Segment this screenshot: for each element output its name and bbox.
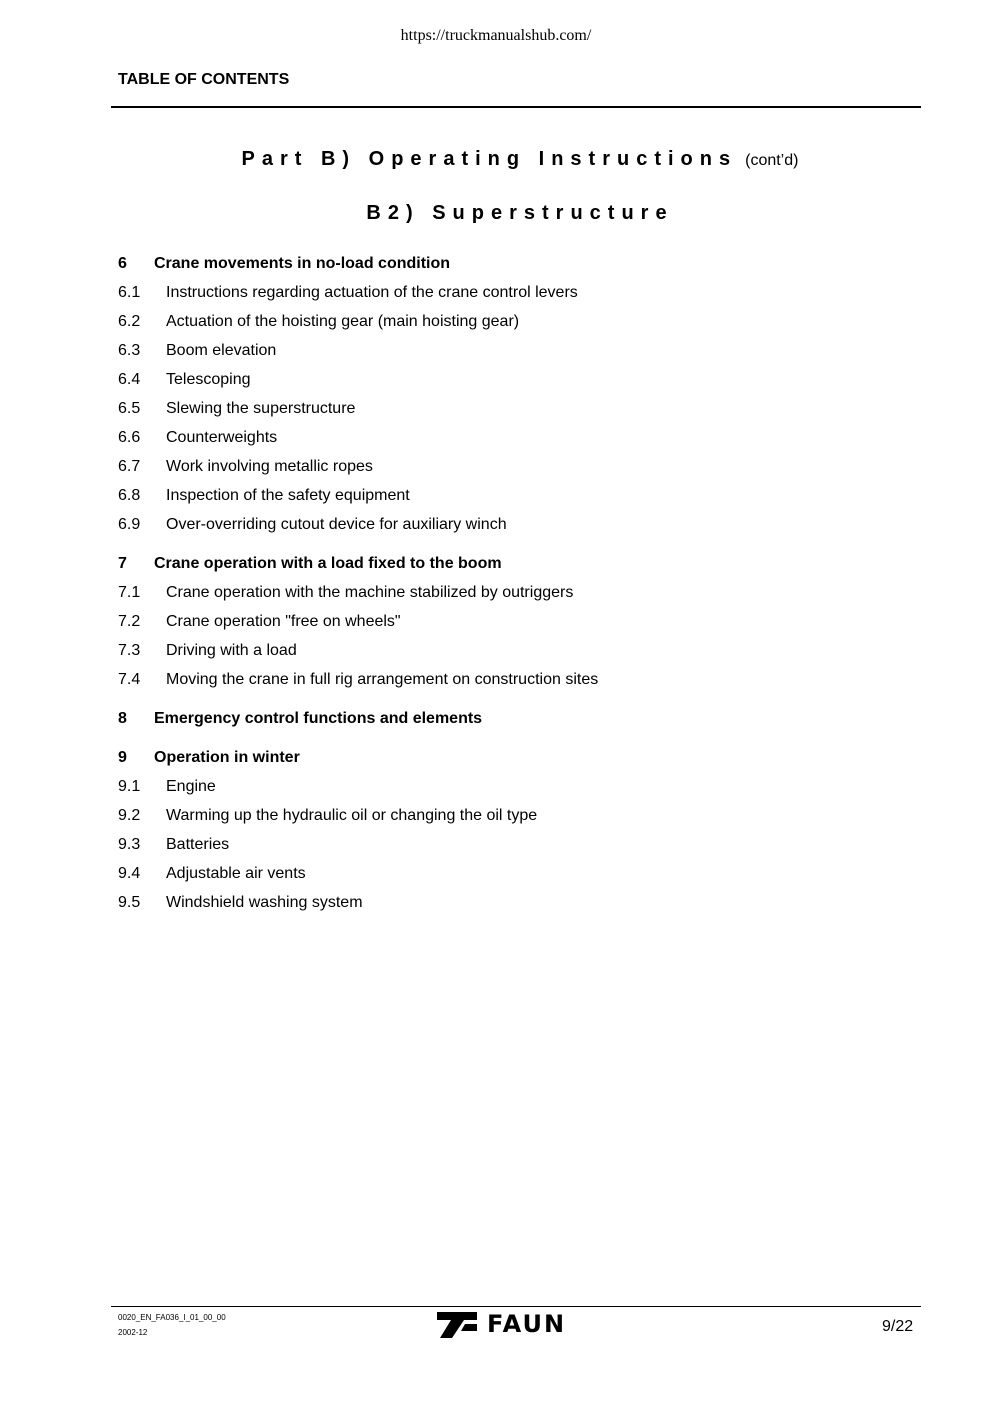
subtitle: B2) Superstructure [366,202,674,224]
toc-entry-title: Work involving metallic ropes [166,458,373,475]
toc-entry [118,583,918,612]
toc-chapter-number: 7 [118,555,127,572]
toc-entry-title: Moving the crane in full rig arrangement on construction sites [166,671,599,688]
toc-entry [118,777,918,806]
toc-chapter-number: 9 [118,749,127,766]
toc-entry-title: Batteries [166,836,230,853]
toc-chapter-number: 6 [118,255,127,272]
toc-chapter-heading [118,748,918,777]
toc-chapter-heading [118,254,918,283]
toc-entry-title: Inspection of the safety equipment [166,487,410,504]
part-title [0,148,992,171]
toc-entry-title: Crane operation with the machine stabilized by outriggers [166,584,574,601]
toc-entry-number: 7.3 [118,642,141,659]
toc-chapter-heading [118,709,918,738]
toc-entry-number: 9.2 [118,807,141,824]
toc-entry-title: Adjustable air vents [166,865,306,882]
toc-entry-number: 9.4 [118,865,141,882]
toc-entry-number: 6.8 [118,487,141,504]
toc-entry-number: 6.9 [118,516,141,533]
faun-logo [437,1312,602,1338]
toc-chapter-heading [118,554,918,583]
table-of-contents [118,254,918,932]
toc-entry [118,341,918,370]
toc-entry-number: 7.2 [118,613,141,630]
toc-entry-title: Telescoping [166,371,251,388]
toc-chapter [118,254,918,544]
toc-entry-number: 6.2 [118,313,141,330]
toc-entry [118,670,918,699]
toc-chapter-number: 8 [118,710,127,727]
toc-entry-number: 6.3 [118,342,141,359]
toc-entry-number: 6.1 [118,284,141,301]
toc-entry-number: 7.1 [118,584,141,601]
toc-entry [118,641,918,670]
toc-entry-number: 6.6 [118,429,141,446]
faun-logo-mark-icon [437,1312,483,1338]
page-number: 9/22 [882,1318,914,1335]
toc-entry-title: Boom elevation [166,342,277,359]
toc-entry [118,457,918,486]
toc-entry-number: 9.3 [118,836,141,853]
toc-entry [118,893,918,922]
document-date: 2002-12 [118,1328,148,1337]
toc-entry [118,312,918,341]
faun-logo-text: FAUN [487,1310,567,1338]
toc-chapter [118,748,918,922]
toc-entry [118,864,918,893]
toc-entry-number: 9.5 [118,894,141,911]
toc-entry-title: Windshield washing system [166,894,363,911]
toc-entry-title: Slewing the superstructure [166,400,356,417]
toc-entry-title: Engine [166,778,216,795]
toc-entry [118,370,918,399]
section-header: TABLE OF CONTENTS [118,71,290,88]
toc-entry-number: 6.4 [118,371,141,388]
toc-entry [118,283,918,312]
toc-entry [118,835,918,864]
toc-entry-title: Warming up the hydraulic oil or changing the oil type [166,807,538,824]
toc-entry-number: 6.7 [118,458,141,475]
toc-entry [118,515,918,544]
header-divider [111,106,921,108]
toc-entry [118,428,918,457]
toc-chapter-title: Emergency control functions and elements [154,710,483,727]
toc-entry-number: 6.5 [118,400,141,417]
toc-entry-title: Driving with a load [166,642,297,659]
toc-entry-title: Counterweights [166,429,278,446]
toc-entry [118,806,918,835]
part-title-suffix: (cont’d) [745,152,799,169]
toc-chapter-title: Crane movements in no-load condition [154,255,451,272]
footer-divider [111,1306,921,1307]
toc-chapter [118,554,918,699]
source-url: https://truckmanualshub.com/ [400,27,592,44]
part-title-text: Part B) Operating Instructions [241,148,738,170]
toc-entry [118,612,918,641]
toc-entry-title: Crane operation "free on wheels" [166,613,401,630]
toc-entry [118,486,918,515]
toc-entry-number: 9.1 [118,778,141,795]
document-code: 0020_EN_FA036_I_01_00_00 [118,1313,226,1322]
toc-chapter-title: Operation in winter [154,749,300,766]
toc-chapter-title: Crane operation with a load fixed to the boom [154,555,502,572]
toc-entry [118,399,918,428]
toc-entry-title: Over-overriding cutout device for auxiliary winch [166,516,507,533]
toc-chapter [118,709,918,738]
toc-entry-number: 7.4 [118,671,141,688]
toc-entry-title: Instructions regarding actuation of the crane control levers [166,284,578,301]
toc-entry-title: Actuation of the hoisting gear (main hoisting gear) [166,313,520,330]
